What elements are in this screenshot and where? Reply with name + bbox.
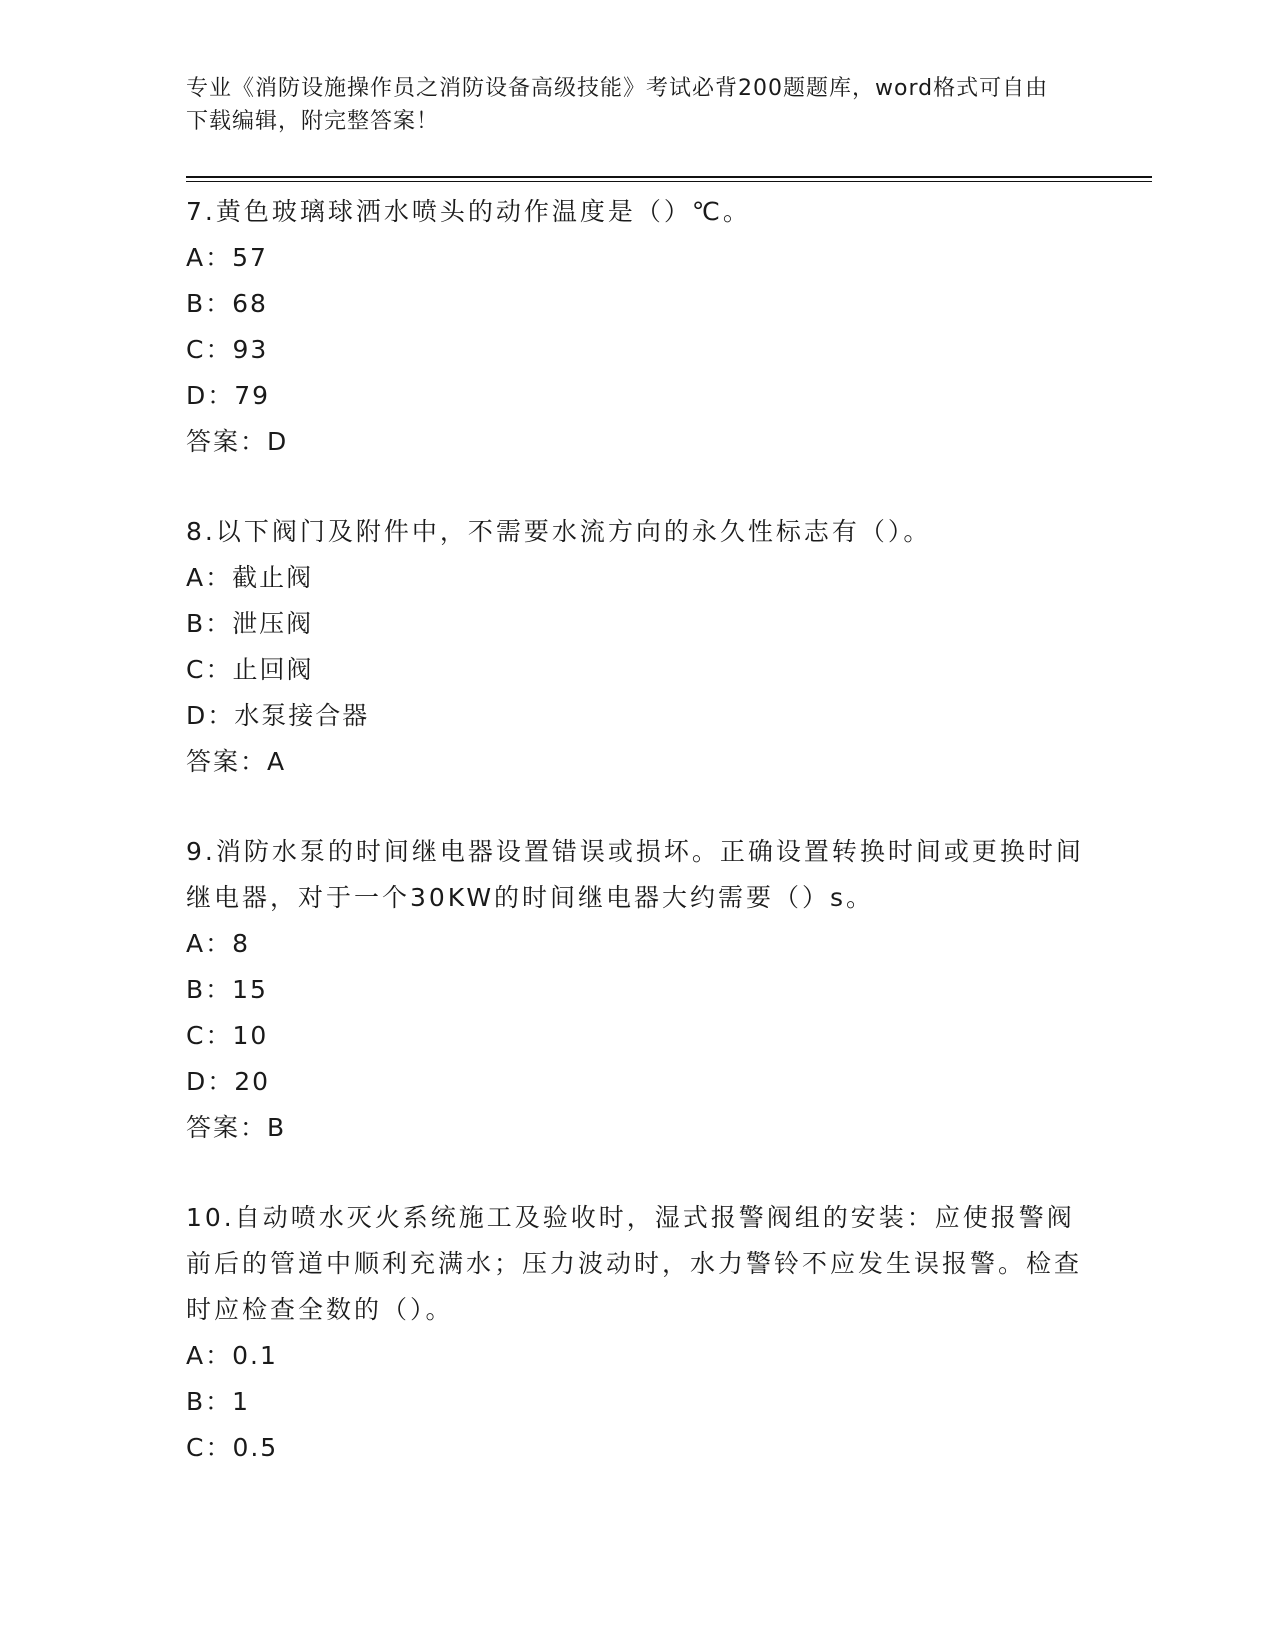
option-d: D：水泵接合器: [186, 701, 370, 730]
answer: 答案：B: [186, 1113, 287, 1142]
document-header: 专业《消防设施操作员之消防设备高级技能》考试必背200题题库，word格式可自由下载编辑，附完整答案！: [186, 76, 1049, 134]
question-text: 7.黄色玻璃球洒水喷头的动作温度是（）℃。: [186, 197, 751, 226]
option-b: B：1: [186, 1387, 251, 1416]
option-a: A：0.1: [186, 1341, 278, 1370]
question-10: [186, 1195, 1086, 1471]
header-divider-thick: [186, 176, 1152, 178]
question-9: [186, 829, 1086, 1151]
option-b: B：泄压阀: [186, 609, 314, 638]
option-c: C：0.5: [186, 1433, 279, 1462]
option-a: A：57: [186, 243, 268, 272]
option-c: C：止回阀: [186, 655, 314, 684]
option-a: A：截止阀: [186, 563, 314, 592]
option-b: B：68: [186, 289, 268, 318]
question-8: [186, 509, 1086, 785]
question-text: 9.消防水泵的时间继电器设置错误或损坏。正确设置转换时间或更换时间继电器，对于一个30KW的时间继电器大约需要（）s。: [186, 837, 1084, 912]
option-c: C：93: [186, 335, 269, 364]
answer: 答案：A: [186, 747, 287, 776]
header-divider-thin: [186, 181, 1152, 182]
option-c: C：10: [186, 1021, 269, 1050]
option-b: B：15: [186, 975, 268, 1004]
option-a: A：8: [186, 929, 251, 958]
option-d: D：20: [186, 1067, 271, 1096]
question-text: 8.以下阀门及附件中，不需要水流方向的永久性标志有（）。: [186, 517, 932, 546]
question-text: 10.自动喷水灭火系统施工及验收时，湿式报警阀组的安装：应使报警阀前后的管道中顺利充满水；压力波动时，水力警铃不应发生误报警。检查时应检查全数的（）。: [186, 1203, 1083, 1324]
question-list: [186, 189, 1086, 1515]
question-7: [186, 189, 1086, 465]
option-d: D：79: [186, 381, 271, 410]
answer: 答案：D: [186, 427, 289, 456]
